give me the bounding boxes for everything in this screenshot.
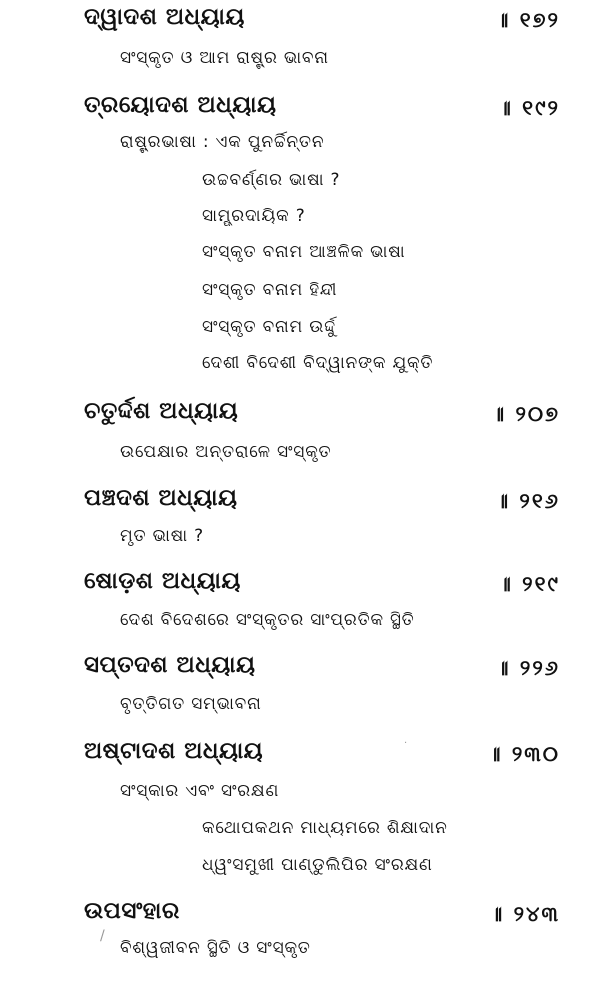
chapter-14-item-1: ଉପେକ୍ଷାର ଅନ୍ତରାଳେ ସଂସ୍କୃତ xyxy=(120,442,332,462)
chapter-13-title: ତ୍ରୟୋଦଶ ଅଧ୍ୟାୟ xyxy=(84,92,277,118)
chapter-16-page: ॥ ୨୧୯ xyxy=(498,572,560,596)
chapter-18-item-1: କଥୋପକଥନ ମାଧ୍ୟମରେ ଶିକ୍ଷାଦାନ xyxy=(202,818,448,838)
chapter-14-title: ଚତୁର୍ଦ୍ଦଶ ଅଧ୍ୟାୟ xyxy=(84,398,239,424)
epilogue-page: ॥ ୨୪୩ xyxy=(489,902,560,926)
chapter-15-title: ପଞ୍ଚଦଶ ଅଧ୍ୟାୟ xyxy=(84,485,238,511)
chapter-15-item-1: ମୃତ ଭାଷା ? xyxy=(120,526,204,546)
chapter-13-page: ॥ ୧୯୨ xyxy=(498,96,560,120)
chapter-12-page: ॥ ୧୭୨ xyxy=(496,8,560,32)
chapter-13-section: ରାଷ୍ଟ୍ରଭାଷା : ଏକ ପୁନର୍ଚ୍ଚିନ୍ତନ xyxy=(120,132,325,152)
chapter-18-title: ଅଷ୍ଟାଦଶ ଅଧ୍ୟାୟ xyxy=(84,738,264,764)
chapter-18-section: ସଂସ୍କାର ଏବଂ ସଂରକ୍ଷଣ xyxy=(120,781,280,801)
chapter-13-item-3: ସଂସ୍କୃତ ବନାମ ଆଞ୍ଚଳିକ ଭାଷା xyxy=(202,242,406,262)
chapter-13-item-1: ଉଚ୍ଚବର୍ଣ୍ଣର ଭାଷା ? xyxy=(202,170,341,190)
chapter-13-item-4: ସଂସ୍କୃତ ବନାମ ହିନ୍ଦୀ xyxy=(202,280,338,300)
chapter-15-page: ॥ ୨୧୬ xyxy=(495,489,560,513)
chapter-17-page: ॥ ୨୨୬ xyxy=(496,656,560,680)
chapter-18-item-2: ଧ୍ୱଂସମୁଖୀ ପାଣ୍ଡୁଲିପିର ସଂରକ୍ଷଣ xyxy=(202,855,433,875)
chapter-16-title: ଷୋଡ଼ଶ ଅଧ୍ୟାୟ xyxy=(84,568,241,594)
chapter-17-title: ସପ୍ତଦଶ ଅଧ୍ୟାୟ xyxy=(84,652,256,678)
chapter-13-item-6: ଦେଶୀ ବିଦେଶୀ ବିଦ୍ୱାନଙ୍କ ଯୁକ୍ତି xyxy=(202,353,434,373)
chapter-13-item-2: ସାମ୍ପ୍ରଦାୟିକ ? xyxy=(202,206,306,226)
print-dot: · xyxy=(404,738,408,749)
chapter-12-item-1: ସଂସ୍କୃତ ଓ ଆମ ରାଷ୍ଟ୍ର ଭାବନା xyxy=(120,48,329,68)
chapter-16-item-1: ଦେଶ ବିଦେଶରେ ସଂସ୍କୃତର ସାଂପ୍ରତିକ ସ୍ଥିତି xyxy=(120,610,415,630)
chapter-18-page: ॥ ୨୩୦ xyxy=(488,742,560,766)
chapter-14-page: ॥ ୨୦୭ xyxy=(491,402,560,426)
epilogue-item-1: ବିଶ୍ୱଜୀବନ ସ୍ଥିତି ଓ ସଂସ୍କୃତ xyxy=(120,938,311,958)
print-mark: / xyxy=(100,928,105,944)
epilogue-title: ଉପସଂହାର xyxy=(84,898,180,924)
chapter-13-item-5: ସଂସ୍କୃତ ବନାମ ଉର୍ଦ୍ଦୁ xyxy=(202,317,337,337)
chapter-17-item-1: ବୃତ୍ତିଗତ ସମ୍ଭାବନା xyxy=(120,694,262,714)
chapter-12-title: ଦ୍ୱାଦଶ ଅଧ୍ୟାୟ xyxy=(84,4,245,30)
